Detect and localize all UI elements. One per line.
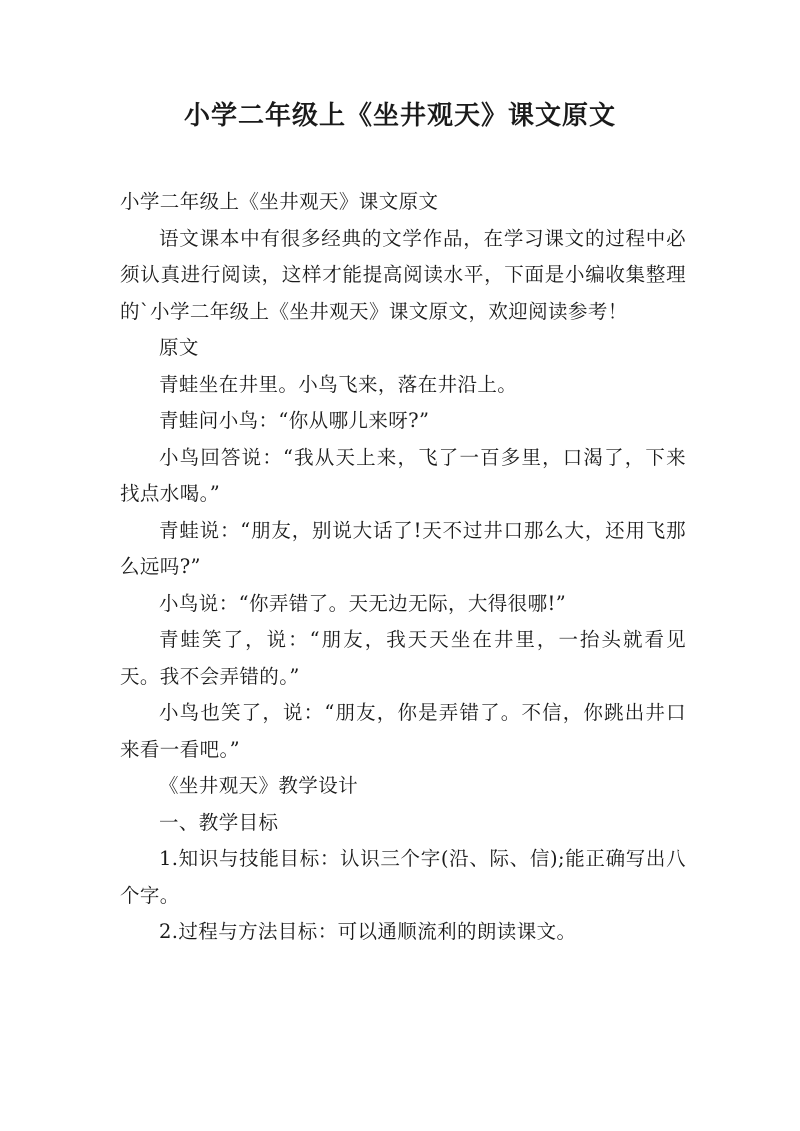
text-paragraph: 青蛙笑了，说：“朋友，我天天坐在井里，一抬头就看见天。我不会弄错的。” <box>120 628 686 688</box>
document-body <box>120 184 686 951</box>
text-paragraph: 小鸟回答说：“我从天上来，飞了一百多里，口渴了，下来找点水喝。” <box>120 445 686 505</box>
text-paragraph: 青蛙问小鸟：“你从哪儿来呀?” <box>159 409 430 432</box>
goal-item: 1.知识与技能目标：认识三个字(沿、际、信);能正确写出八个字。 <box>120 847 686 907</box>
goal-item: 2.过程与方法目标：可以通顺流利的朗读课文。 <box>159 920 577 943</box>
intro-paragraph: 语文课本中有很多经典的文学作品，在学习课文的过程中必须认真进行阅读，这样才能提高阅读水平，下面是小编收集整理的`小学二年级上《坐井观天》课文原文，欢迎阅读参考！ <box>120 226 686 323</box>
document-title: 小学二年级上《坐井观天》课文原文 <box>183 101 616 131</box>
subtitle-line: 小学二年级上《坐井观天》课文原文 <box>120 190 439 213</box>
text-paragraph: 青蛙坐在井里。小鸟飞来，落在井沿上。 <box>159 372 518 396</box>
text-paragraph: 小鸟也笑了，说：“朋友，你是弄错了。不信，你跳出井口来看一看吧。” <box>120 701 686 761</box>
text-paragraph: 小鸟说：“你弄错了。天无边无际，大得很哪!” <box>159 591 567 615</box>
text-paragraph: 青蛙说：“朋友，别说大话了!天不过井口那么大，还用飞那么远吗?” <box>120 518 686 578</box>
section-heading-teaching-goals: 一、教学目标 <box>159 810 279 834</box>
section-heading-original-text: 原文 <box>159 336 199 359</box>
section-heading-teaching-design: 《坐井观天》教学设计 <box>159 774 359 797</box>
